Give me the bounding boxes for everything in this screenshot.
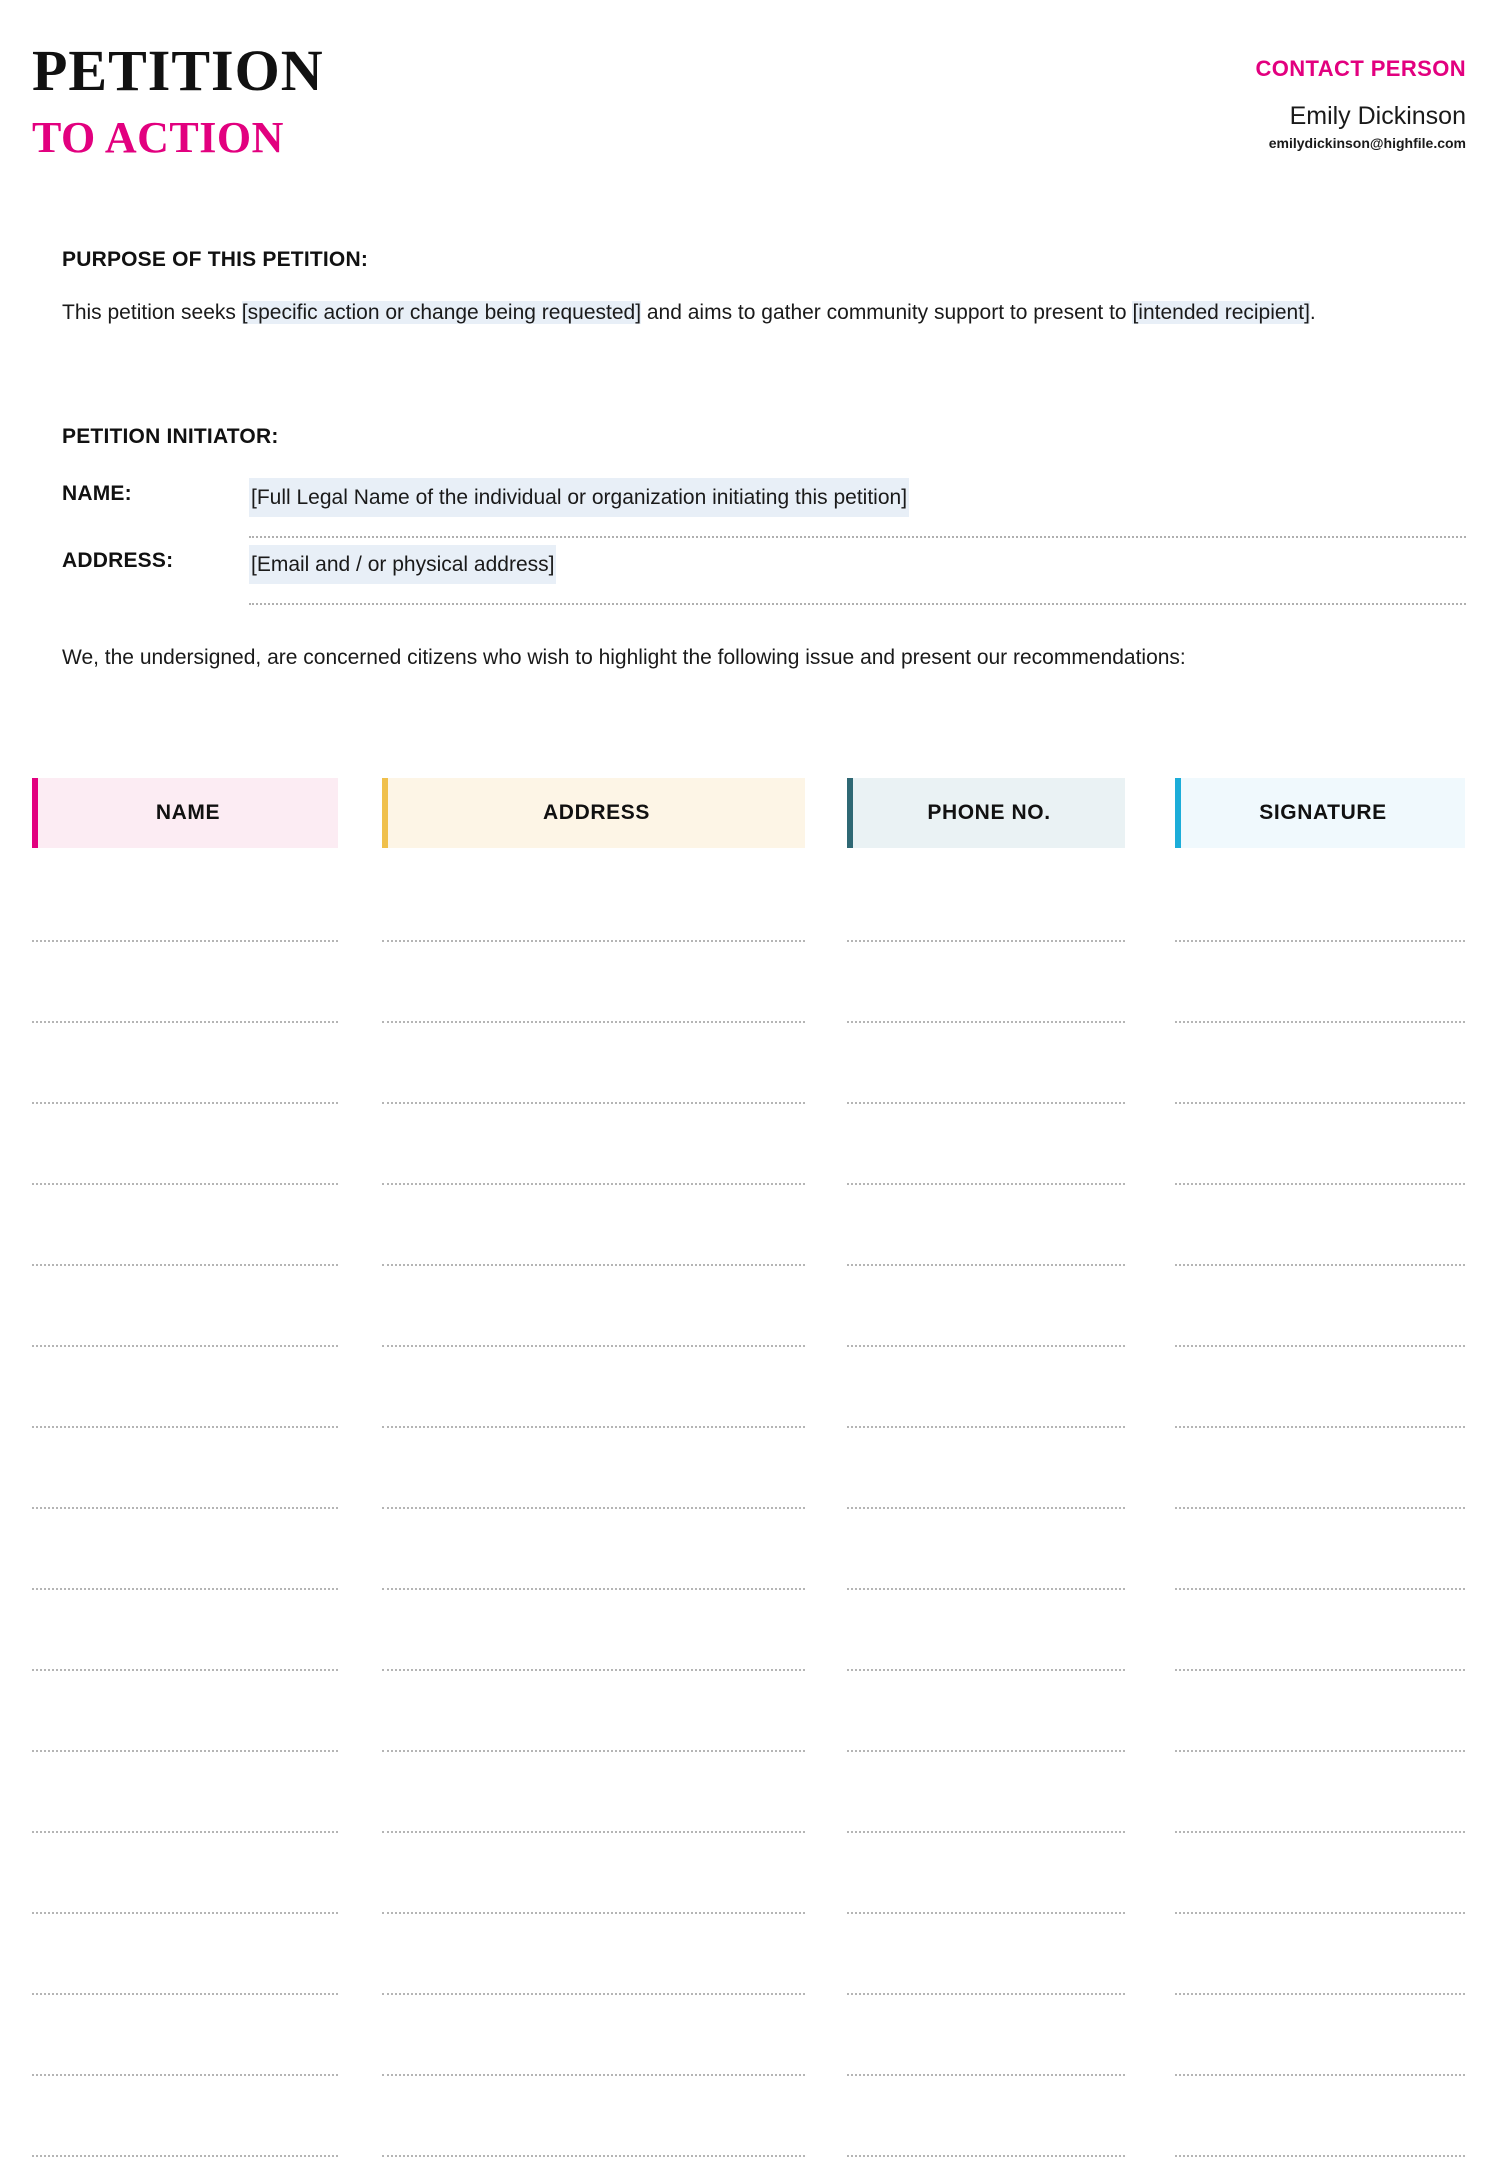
purpose-placeholder-recipient: [intended recipient] <box>1132 301 1310 324</box>
purpose-text-3: . <box>1309 301 1316 324</box>
signature-row-line[interactable] <box>382 1588 805 1590</box>
signature-row-line[interactable] <box>1175 2155 1465 2157</box>
signature-row-line[interactable] <box>847 1912 1125 1914</box>
document-header <box>32 28 1466 188</box>
contact-person-email: emilydickinson@highfile.com <box>1268 135 1466 151</box>
page-title: PETITION <box>32 38 324 103</box>
initiator-name-value: [Full Legal Name of the individual or organization initiating this petition] <box>249 478 909 517</box>
signature-row-line[interactable] <box>382 2155 805 2157</box>
initiator-address-underline <box>249 603 1466 605</box>
signature-row-line[interactable] <box>1175 1831 1465 1833</box>
initiator-address-label: ADDRESS: <box>62 549 174 572</box>
signature-row-line[interactable] <box>847 1183 1125 1185</box>
signature-row-line[interactable] <box>32 940 338 942</box>
signature-row-line[interactable] <box>847 1507 1125 1509</box>
signature-row-line[interactable] <box>32 2155 338 2157</box>
signature-row-line[interactable] <box>32 2074 338 2076</box>
signature-row-line[interactable] <box>32 1831 338 1833</box>
title-group <box>32 28 732 164</box>
signature-row-line[interactable] <box>1175 940 1465 942</box>
signature-row-line[interactable] <box>382 1669 805 1671</box>
signature-row-line[interactable] <box>32 1021 338 1023</box>
signature-row-line[interactable] <box>32 1264 338 1266</box>
signature-row-line[interactable] <box>32 1669 338 1671</box>
contact-person-block <box>906 28 1466 151</box>
signature-column-header-name <box>32 778 338 848</box>
signature-row-line[interactable] <box>847 1831 1125 1833</box>
signature-row-line[interactable] <box>1175 1183 1465 1185</box>
signature-row-line[interactable] <box>847 940 1125 942</box>
purpose-text-2: and aims to gather community support to present to <box>641 301 1133 324</box>
signature-row-line[interactable] <box>382 1183 805 1185</box>
column-accent-bar <box>1175 778 1181 848</box>
signature-row-line[interactable] <box>847 1264 1125 1266</box>
signature-row-line[interactable] <box>32 1750 338 1752</box>
signature-column-header-signature <box>1175 778 1465 848</box>
signature-row-line[interactable] <box>1175 1264 1465 1266</box>
signature-row-line[interactable] <box>382 1831 805 1833</box>
initiator-address-value: [Email and / or physical address] <box>249 545 556 584</box>
signature-row-line[interactable] <box>847 2155 1125 2157</box>
page-subtitle: TO ACTION <box>32 113 284 162</box>
signature-row-line[interactable] <box>1175 1912 1465 1914</box>
signature-row-line[interactable] <box>1175 1345 1465 1347</box>
signature-row-line[interactable] <box>382 1345 805 1347</box>
signature-row-line[interactable] <box>32 1507 338 1509</box>
signature-row-line[interactable] <box>32 1426 338 1428</box>
signature-row-line[interactable] <box>1175 1750 1465 1752</box>
signature-row-line[interactable] <box>1175 1426 1465 1428</box>
signature-row-line[interactable] <box>382 940 805 942</box>
purpose-paragraph <box>62 290 1462 335</box>
signature-row-line[interactable] <box>382 2074 805 2076</box>
signature-row-line[interactable] <box>1175 1669 1465 1671</box>
signature-row-line[interactable] <box>382 1750 805 1752</box>
column-header-label: ADDRESS <box>543 801 650 824</box>
signature-row-line[interactable] <box>382 1993 805 1995</box>
signature-row-line[interactable] <box>847 2074 1125 2076</box>
signature-row-line[interactable] <box>847 1426 1125 1428</box>
signature-row-line[interactable] <box>32 1183 338 1185</box>
signature-row-line[interactable] <box>847 1345 1125 1347</box>
initiator-name-row <box>62 478 1466 538</box>
signature-row-line[interactable] <box>1175 1021 1465 1023</box>
signature-row-line[interactable] <box>847 1993 1125 1995</box>
signature-table-header <box>0 778 1500 848</box>
initiator-name-field[interactable] <box>249 478 1466 530</box>
column-header-label: PHONE NO. <box>927 801 1051 824</box>
signature-column-header-address <box>382 778 805 848</box>
signature-row-line[interactable] <box>382 1507 805 1509</box>
contact-person-name: Emily Dickinson <box>1289 102 1466 130</box>
purpose-text-1: This petition seeks <box>62 301 242 324</box>
undersigned-statement: We, the undersigned, are concerned citizens who wish to highlight the following issue and present our recommendations: <box>62 646 1186 669</box>
column-accent-bar <box>32 778 38 848</box>
signature-row-line[interactable] <box>382 1426 805 1428</box>
initiator-address-row <box>62 545 1466 605</box>
signature-row-line[interactable] <box>1175 1993 1465 1995</box>
signature-row-line[interactable] <box>382 1102 805 1104</box>
signature-row-line[interactable] <box>382 1912 805 1914</box>
signature-row-line[interactable] <box>847 1021 1125 1023</box>
initiator-address-field[interactable] <box>249 545 1466 597</box>
signature-column-header-phone-no <box>847 778 1125 848</box>
signature-row-line[interactable] <box>847 1102 1125 1104</box>
signature-row-line[interactable] <box>32 1588 338 1590</box>
signature-row-line[interactable] <box>1175 2074 1465 2076</box>
signature-row-line[interactable] <box>382 1264 805 1266</box>
initiator-name-underline <box>249 536 1466 538</box>
signature-row-line[interactable] <box>382 1021 805 1023</box>
column-header-label: NAME <box>155 801 221 824</box>
signature-row-line[interactable] <box>847 1669 1125 1671</box>
signature-row-line[interactable] <box>847 1588 1125 1590</box>
initiator-name-label: NAME: <box>62 482 132 505</box>
purpose-placeholder-action: [specific action or change being requested] <box>241 301 642 324</box>
signature-row-line[interactable] <box>32 1912 338 1914</box>
initiator-heading: PETITION INITIATOR: <box>62 425 279 448</box>
signature-table-rows <box>0 848 1500 2148</box>
column-accent-bar <box>847 778 853 848</box>
signature-row-line[interactable] <box>32 1993 338 1995</box>
signature-row-line[interactable] <box>847 1750 1125 1752</box>
contact-person-label: CONTACT PERSON <box>1255 56 1466 81</box>
signature-row-line[interactable] <box>1175 1588 1465 1590</box>
purpose-heading: PURPOSE OF THIS PETITION: <box>62 248 369 271</box>
column-header-label: SIGNATURE <box>1259 801 1387 824</box>
signature-row-line[interactable] <box>32 1345 338 1347</box>
column-accent-bar <box>382 778 388 848</box>
signature-row-line[interactable] <box>1175 1507 1465 1509</box>
signature-row-line[interactable] <box>32 1102 338 1104</box>
signature-row-line[interactable] <box>1175 1102 1465 1104</box>
